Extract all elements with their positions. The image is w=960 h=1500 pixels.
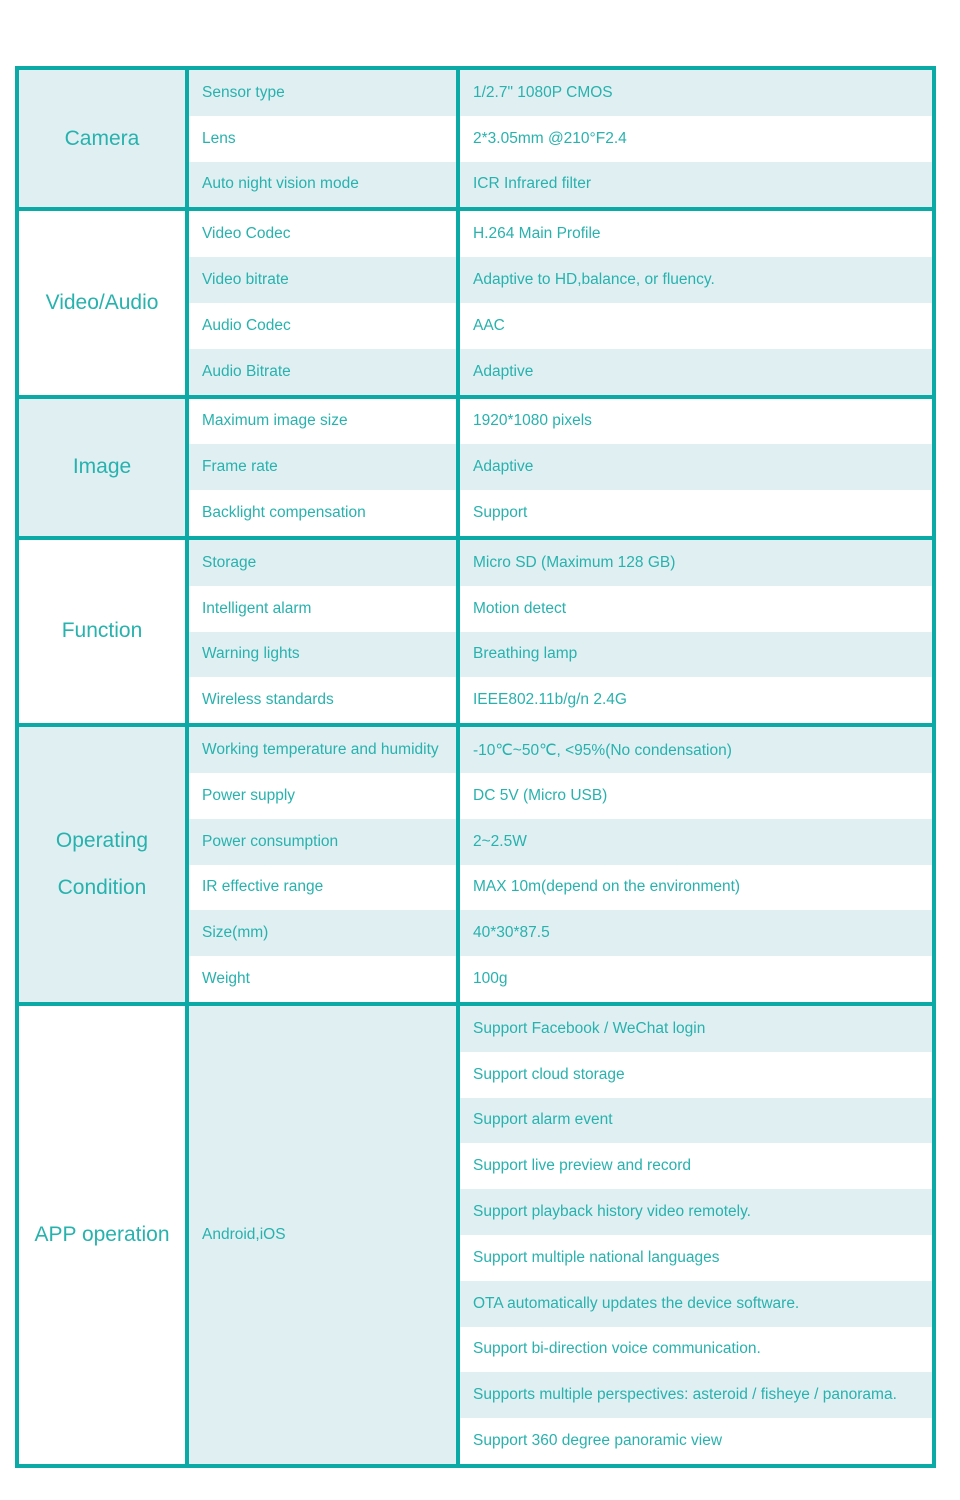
spec-value: IEEE802.11b/g/n 2.4G: [473, 691, 627, 709]
spec-value: 40*30*87.5: [460, 910, 932, 956]
spec-label: Audio Codec: [189, 303, 460, 349]
section-operating-condition: [19, 723, 932, 1002]
section-camera: [19, 70, 932, 207]
category-cell-app-operation: APP operation: [19, 1006, 189, 1464]
spec-value: 2~2.5W: [460, 819, 932, 865]
category-cell-video-audio: Video/Audio: [19, 211, 189, 394]
spec-value: AAC: [473, 316, 505, 334]
spec-label: Warning lights: [189, 632, 460, 678]
spec-value: Support playback history video remotely.: [460, 1189, 932, 1235]
spec-label: Auto night vision mode: [189, 162, 460, 208]
spec-value: Support 360 degree panoramic view: [473, 1432, 723, 1449]
spec-table: [15, 66, 936, 1468]
section-app-operation: [19, 1002, 932, 1464]
spec-value: Motion detect: [473, 599, 567, 617]
spec-label: Power supply: [189, 773, 460, 819]
spec-value: Breathing lamp: [460, 632, 932, 678]
section-video-audio: [19, 207, 932, 394]
category-cell-function: Function: [19, 540, 189, 723]
spec-label: Video bitrate: [189, 257, 460, 303]
spec-value: Support Facebook / WeChat login: [460, 1006, 932, 1052]
spec-value: Adaptive: [460, 349, 932, 395]
spec-label: Lens: [189, 116, 460, 162]
category-cell-camera: Camera: [19, 70, 189, 207]
spec-label: Size(mm): [189, 910, 460, 956]
spec-label: Power consumption: [189, 819, 460, 865]
spec-label: Video Codec: [189, 211, 460, 257]
section-image: [19, 395, 932, 536]
platform-merged-cell: Android,iOS: [189, 1006, 460, 1464]
spec-value: Support alarm event: [460, 1098, 932, 1144]
spec-value: 2*3.05mm @210°F2.4: [473, 129, 627, 147]
spec-value: H.264 Main Profile: [473, 225, 601, 243]
spec-value: Support multiple national languages: [473, 1248, 720, 1266]
spec-label: Backlight compensation: [189, 490, 460, 536]
spec-label: Sensor type: [189, 70, 460, 116]
spec-value: -10℃~50℃, <95%(No condensation): [460, 727, 932, 773]
spec-label: Weight: [189, 956, 460, 1002]
spec-value: 1920*1080 pixels: [473, 412, 592, 430]
spec-value: MAX 10m(depend on the environment): [473, 878, 741, 896]
category-cell-operating-condition: Operating Condition: [19, 727, 189, 1002]
spec-label: IR effective range: [189, 865, 460, 911]
spec-value: ICR Infrared filter: [460, 162, 932, 208]
spec-value: Support: [473, 504, 528, 522]
spec-value: OTA automatically updates the device software.: [460, 1281, 932, 1327]
spec-value: Supports multiple perspectives: asteroid / fisheye / panorama.: [460, 1372, 932, 1418]
spec-label: Storage: [189, 540, 460, 586]
spec-value: Adaptive: [460, 444, 932, 490]
spec-value: Support cloud storage: [473, 1065, 625, 1083]
spec-value: Support bi-direction voice communication.: [473, 1340, 761, 1358]
section-function: [19, 536, 932, 723]
spec-label: Wireless standards: [189, 677, 460, 723]
spec-label: Audio Bitrate: [189, 349, 460, 395]
spec-label: Working temperature and humidity: [189, 727, 460, 773]
spec-value: Adaptive to HD,balance, or fluency.: [460, 257, 932, 303]
spec-value: Support live preview and record: [473, 1157, 691, 1175]
spec-value: DC 5V (Micro USB): [473, 786, 608, 804]
spec-value: 100g: [473, 970, 508, 988]
spec-value: Micro SD (Maximum 128 GB): [460, 540, 932, 586]
category-cell-image: Image: [19, 399, 189, 536]
spec-label: Maximum image size: [189, 399, 460, 445]
spec-value: 1/2.7" 1080P CMOS: [460, 70, 932, 116]
spec-label: Frame rate: [189, 444, 460, 490]
spec-label: Intelligent alarm: [189, 586, 460, 632]
